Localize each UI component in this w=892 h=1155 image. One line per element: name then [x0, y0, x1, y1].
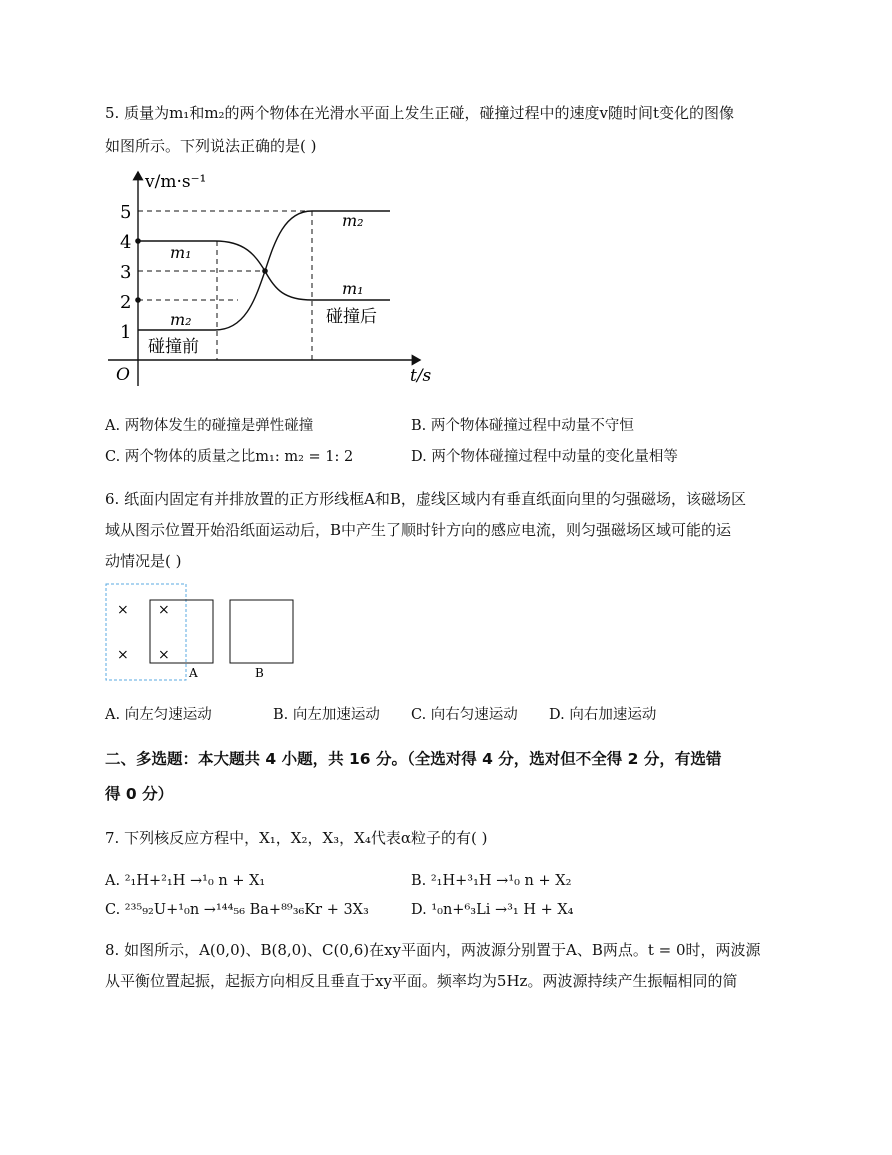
q6-option-a[interactable]: A. 向左匀速运动 [105, 707, 212, 723]
q8-stem-line2: 从平衡位置起振，起振方向相反且垂直于xy平面。频率均为5Hz。两波源持续产生振幅相同的简 [105, 972, 738, 990]
section2-heading-line1: 二、多选题：本大题共 4 小题，共 16 分。（全选对得 4 分，选对但不全得 2 分，有选错 [105, 750, 722, 768]
svg-text:×: × [158, 602, 170, 618]
m1-after-label: m₁ [342, 279, 364, 298]
frame-b-label: B [255, 666, 264, 680]
q5-option-a[interactable]: A. 两物体发生的碰撞是弹性碰撞 [105, 418, 314, 434]
m2-after-label: m₂ [342, 211, 364, 230]
q5-option-b[interactable]: B. 两个物体碰撞过程中动量不守恒 [411, 418, 634, 434]
q6-stem-line3: 动情况是( ) [105, 552, 182, 570]
magnetic-field-region [106, 584, 186, 680]
section2-heading-line2: 得 0 分） [105, 785, 174, 803]
y-tick-5: 5 [120, 202, 132, 223]
before-collision-label: 碰撞前 [148, 337, 199, 357]
q5-stem-line2: 如图所示。下列说法正确的是( ) [105, 137, 317, 155]
y-axis-label: v/m·s⁻¹ [145, 172, 207, 192]
q7-option-c[interactable]: C. ²³⁵₉₂U+¹₀n →¹⁴⁴₅₆ Ba+⁸⁹₃₆Kr + 3X₃ [105, 902, 369, 918]
origin-label: O [116, 365, 130, 385]
frame-b [230, 600, 293, 663]
svg-text:×: × [158, 647, 170, 663]
q6-option-d[interactable]: D. 向右加速运动 [549, 707, 657, 723]
q6-figure [100, 578, 300, 683]
svg-text:×: × [117, 647, 129, 663]
q6-stem-line2: 域从图示位置开始沿纸面运动后，B中产生了顺时针方向的感应电流，则匀强磁场区域可能的运 [105, 521, 732, 539]
after-collision-label: 碰撞后 [326, 307, 377, 327]
q5-vt-graph [100, 165, 440, 390]
q7-option-d[interactable]: D. ¹₀n+⁶₃Li →³₁ H + X₄ [411, 902, 574, 918]
q5-option-d[interactable]: D. 两个物体碰撞过程中动量的变化量相等 [411, 449, 678, 465]
svg-text:×: × [117, 602, 129, 618]
q8-stem-line1: 8. 如图所示，A(0,0)、B(8,0)、C(0,6)在xy平面内，两波源分别置于A、B两点。t = 0时，两波源 [105, 941, 761, 959]
y-tick-1: 1 [120, 322, 132, 343]
x-axis-label: t/s [410, 366, 432, 386]
m2-before-label: m₂ [170, 310, 192, 329]
q5-option-c[interactable]: C. 两个物体的质量之比m₁: m₂ = 1: 2 [105, 449, 354, 465]
q6-stem-line1: 6. 纸面内固定有并排放置的正方形线框A和B，虚线区域内有垂直纸面向里的匀强磁场，该磁场区 [105, 490, 746, 508]
y-tick-3: 3 [120, 262, 132, 283]
m1-before-label: m₁ [170, 243, 192, 262]
q6-option-b[interactable]: B. 向左加速运动 [273, 707, 380, 723]
q7-option-a[interactable]: A. ²₁H+²₁H →¹₀ n + X₁ [105, 873, 266, 889]
y-tick-4: 4 [120, 232, 132, 253]
q5-stem-line1: 5. 质量为m₁和m₂的两个物体在光滑水平面上发生正碰，碰撞过程中的速度v随时间t变化的图像 [105, 104, 735, 122]
q7-stem: 7. 下列核反应方程中，X₁，X₂，X₃，X₄代表α粒子的有( ) [105, 829, 488, 847]
q6-option-c[interactable]: C. 向右匀速运动 [411, 707, 518, 723]
y-tick-2: 2 [120, 292, 132, 313]
q7-option-b[interactable]: B. ²₁H+³₁H →¹₀ n + X₂ [411, 873, 572, 889]
frame-a-label: A [189, 666, 198, 680]
